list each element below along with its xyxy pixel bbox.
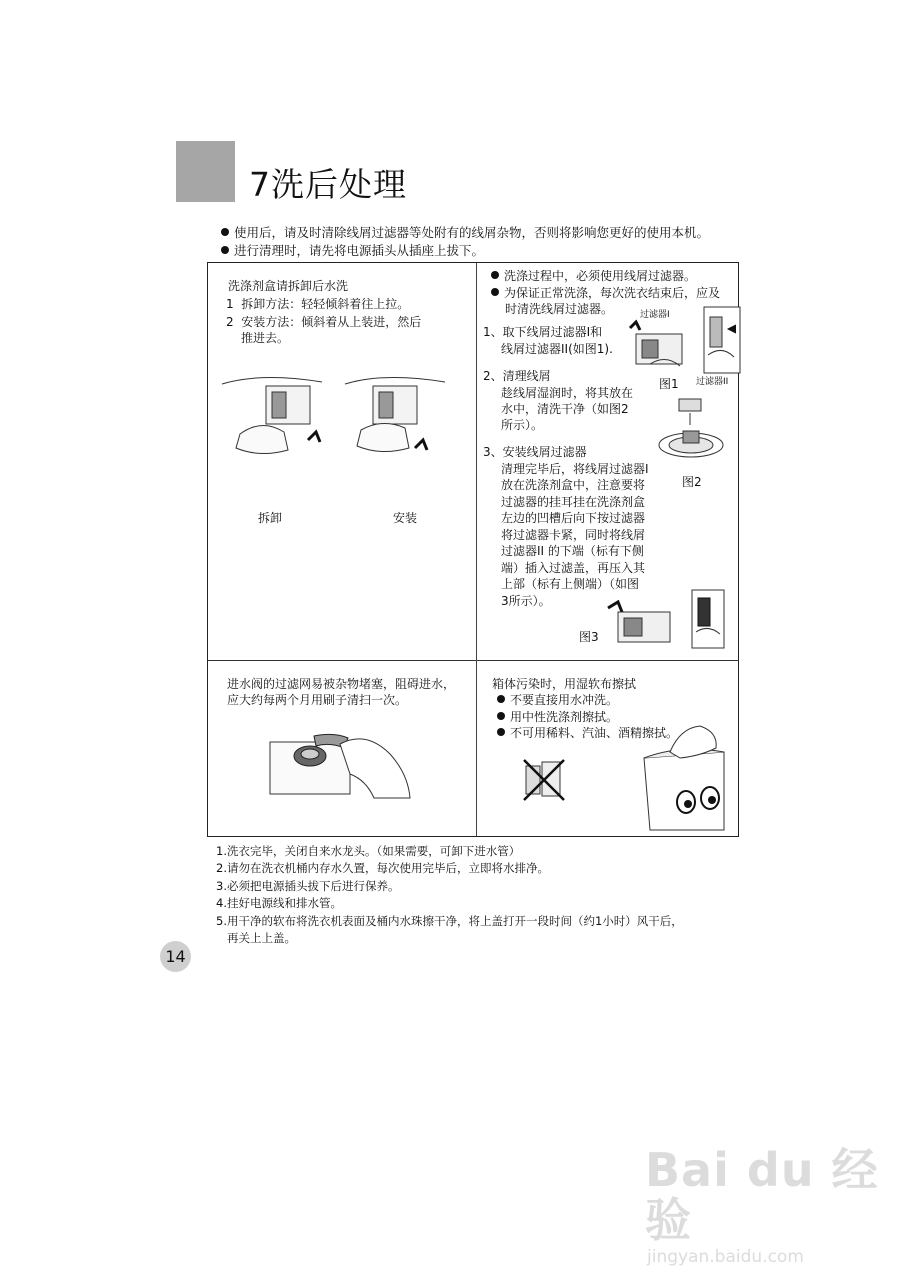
watermark-brand: Bai du 经验 — [645, 1143, 879, 1247]
filter-step3-line: 3所示）。 — [501, 594, 551, 608]
filter-step3-line: 左边的凹槽后向下按过滤器 — [501, 511, 646, 525]
label-install: 安装 — [393, 511, 418, 525]
filter-step2-line2: 趁线屑湿润时，将其放在 — [501, 386, 634, 400]
filter-step3-line: 清理完毕后，将线屑过滤器I — [501, 462, 649, 476]
cabinet-item-1: 不要直接用水冲洗。 — [497, 692, 618, 708]
valve-cleaning-illustration — [270, 730, 412, 800]
note-item: 5.用干净的软布将洗衣机表面及桶内水珠擦干净，将上盖打开一段时间（约1小时）风干后， — [216, 913, 683, 928]
frame-divider-horizontal — [208, 660, 739, 661]
filter-bullet-2: 为保证正常洗涤，每次洗衣结束后，应及 — [491, 285, 720, 301]
bullet-icon — [221, 246, 229, 254]
section-marker — [176, 141, 235, 202]
bullet-icon — [497, 728, 505, 736]
figure1-left-illustration — [622, 316, 686, 374]
bullet-icon — [497, 695, 505, 703]
figure2-caption: 图2 — [682, 475, 702, 489]
filter-step3-line: 放在洗涤剂盒中，注意要将 — [501, 478, 646, 492]
watermark-url: jingyan.baidu.com — [647, 1247, 804, 1267]
valve-line-2: 应大约每两个月用刷子清扫一次。 — [227, 693, 408, 707]
filter-step2-line3: 水中，清洗干净（如图2 — [501, 402, 629, 416]
label-filter-2: 过滤器II — [696, 377, 729, 387]
bullet-icon — [491, 271, 499, 279]
intro-line-2: 进行清理时，请先将电源插头从插座上拔下。 — [221, 242, 484, 260]
bullet-icon — [221, 228, 229, 236]
detergent-step2-cont: 推进去。 — [241, 331, 290, 345]
filter-step2: 2、清理线屑 — [483, 369, 551, 383]
intro-line-1: 使用后，请及时清除线屑过滤器等处附有的线屑杂物，否则将影响您更好的使用本机。 — [221, 224, 709, 242]
filter-step3-line: 端）插入过滤盖，再压入其 — [501, 561, 646, 575]
prohibited-solvents-icon — [522, 758, 566, 802]
valve-line-1: 进水阀的过滤网易被杂物堵塞，阻碍进水， — [227, 677, 456, 691]
maintenance-notes — [216, 843, 683, 947]
bullet-icon — [497, 712, 505, 720]
detergent-heading: 洗涤剂盒请拆卸后水洗 — [228, 279, 349, 293]
washer-wiping-illustration — [640, 722, 728, 832]
label-remove: 拆卸 — [258, 511, 283, 525]
filter-step2-line4: 所示）。 — [501, 418, 544, 432]
filter-bullet-2-cont: 时清洗线屑过滤器。 — [505, 302, 614, 316]
detergent-install-illustration — [345, 374, 451, 460]
page-number: 14 — [160, 941, 191, 972]
label-filter-1: 过滤器I — [640, 310, 670, 320]
figure3-right-illustration — [688, 588, 728, 650]
note-item: 3.必须把电源插头拔下后进行保养。 — [216, 878, 400, 893]
note-item: 2.请勿在洗衣机桶内存水久置，每次使用完毕后，立即将水排净。 — [216, 861, 549, 876]
filter-step3-line: 上部（标有上侧端）（如图 — [501, 577, 640, 591]
figure1-caption: 图1 — [659, 377, 679, 391]
detergent-step1: 1 拆卸方法：轻轻倾斜着往上拉。 — [226, 297, 410, 311]
note-item: 1.洗衣完毕，关闭自来水龙头。（如果需要，可卸下进水管） — [216, 844, 521, 858]
filter-step3-heading: 3、安装线屑过滤器 — [483, 445, 587, 459]
cabinet-item-2: 用中性洗涤剂擦拭。 — [497, 709, 618, 725]
cabinet-item-3: 不可用稀料、汽油、酒精擦拭。 — [497, 725, 678, 741]
filter-step3-line: 将过滤器卡紧，同时将线屑 — [501, 528, 646, 542]
bullet-icon — [491, 288, 499, 296]
filter-bullet-1: 洗涤过程中，必须使用线屑过滤器。 — [491, 268, 696, 284]
filter-step3-line: 过滤器II 的下端（标有下侧 — [501, 544, 644, 558]
detergent-remove-illustration — [222, 374, 328, 460]
note-item: 4.挂好电源线和排水管。 — [216, 896, 342, 911]
figure2-illustration — [655, 395, 727, 465]
filter-step1-cont: 线屑过滤器II(如图1). — [501, 342, 613, 356]
figure3-caption: 图3 — [579, 630, 599, 644]
figure3-left-illustration — [604, 598, 674, 650]
page-title: 7洗后处理 — [249, 165, 407, 204]
filter-step3-line: 过滤器的挂耳挂在洗涤剂盒 — [501, 495, 646, 509]
frame-divider-vertical — [476, 263, 477, 836]
filter-step1: 1、取下线屑过滤器I和 — [483, 325, 603, 339]
detergent-step2: 2 安装方法：倾斜着从上装进，然后 — [226, 315, 422, 329]
note-item: 再关上上盖。 — [216, 931, 296, 946]
figure1-right-illustration — [702, 305, 742, 375]
baidu-watermark — [645, 1145, 906, 1269]
cabinet-heading: 箱体污染时，用湿软布擦拭 — [492, 677, 637, 691]
